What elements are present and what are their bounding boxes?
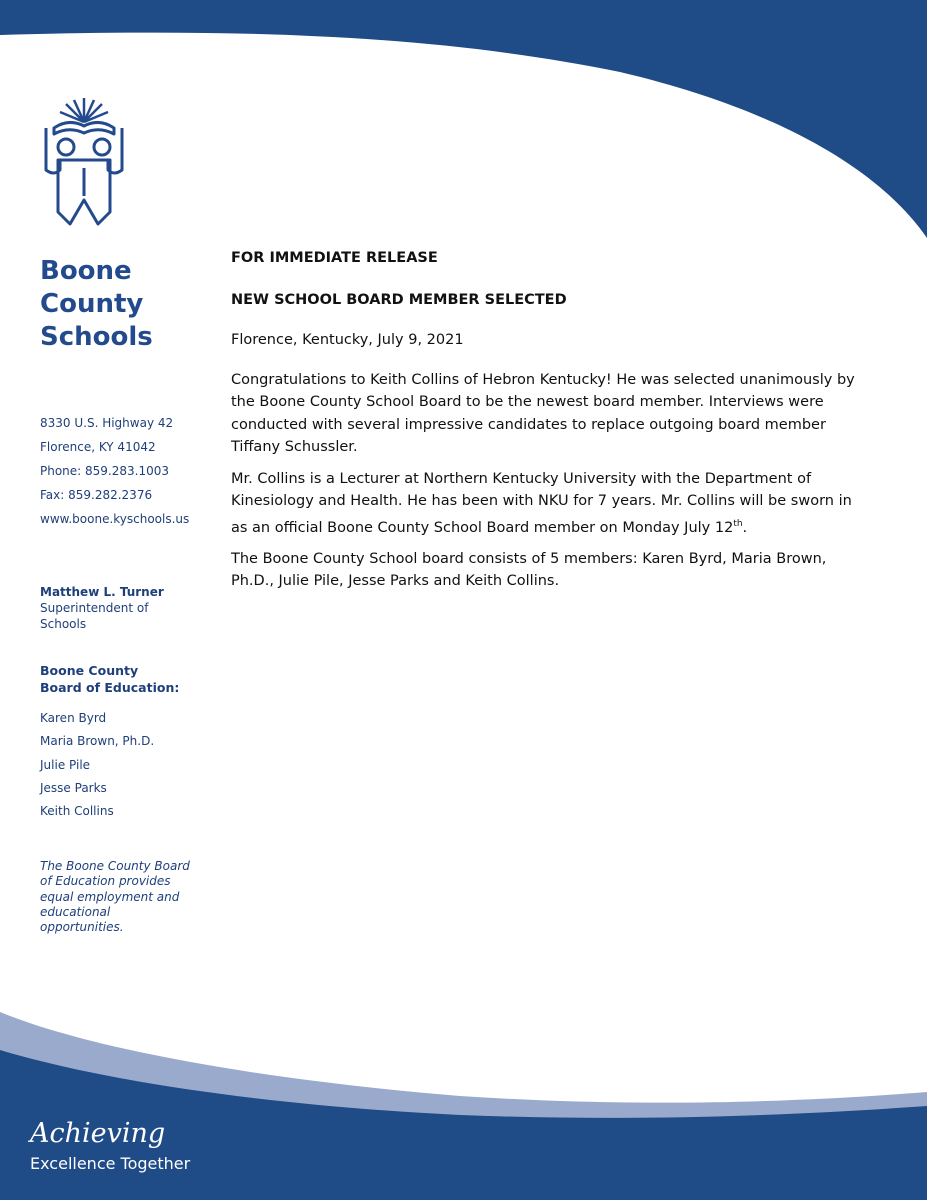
release-label: FOR IMMEDIATE RELEASE: [231, 250, 438, 266]
contact-info: [40, 414, 189, 534]
board-heading-line2: Board of Education:: [40, 680, 180, 695]
release-paragraph-2: [231, 468, 871, 539]
ordinal-suffix: th: [733, 518, 743, 529]
website-link[interactable]: www.boone.kyschools.us: [40, 512, 190, 526]
school-name: [40, 255, 153, 354]
release-paragraph-1: Congratulations to Keith Collins of Hebron Kentucky! He was selected unanimously by the Boone County School Board to be the newest board member. Interviews were conducted with several impressive candidates to replace outgoing board member Tiffany Schussler.: [231, 371, 855, 455]
address-street: 8330 U.S. Highway 42: [40, 416, 174, 430]
superintendent-title-line1: Superintendent of: [40, 601, 149, 615]
board-member-list: [40, 709, 154, 825]
school-logo-icon: [36, 92, 132, 232]
release-paragraph-2-text: Mr. Collins is a Lecturer at Northern Kentucky University with the Department of Kinesiology and Health. He has been with NKU for 7 years. Mr. Collins will be sworn in as an official Boone County School Board member on Monday July 12: [231, 470, 852, 536]
school-name-line2: County: [40, 289, 144, 319]
release-dateline: Florence, Kentucky, July 9, 2021: [231, 332, 464, 348]
superintendent-block: [40, 584, 164, 632]
fax-number: Fax: 859.282.2376: [40, 488, 153, 502]
board-heading-line1: Boone County: [40, 663, 139, 678]
tagline-line2: Excellence Together: [30, 1154, 191, 1173]
release-paragraph-2-end: .: [742, 519, 748, 536]
board-member: Julie Pile: [40, 757, 91, 772]
tagline: [30, 1118, 190, 1175]
release-paragraph-3: The Boone County School board consists of 5 members: Karen Byrd, Maria Brown, Ph.D., Julie Pile, Jesse Parks and Keith Collins.: [231, 550, 827, 590]
board-member: Karen Byrd: [40, 711, 107, 725]
board-member: Maria Brown, Ph.D.: [40, 734, 155, 749]
phone-number: Phone: 859.283.1003: [40, 464, 170, 478]
superintendent-name: Matthew L. Turner: [40, 585, 164, 599]
address-city: Florence, KY 41042: [40, 440, 156, 454]
release-headline: NEW SCHOOL BOARD MEMBER SELECTED: [231, 292, 567, 308]
eeo-statement: The Boone County Board of Education provides equal employment and educational opportunities.: [40, 859, 190, 935]
board-heading: [40, 662, 179, 696]
press-release-body: [231, 248, 871, 593]
header-swoosh: [0, 0, 927, 250]
tagline-line1: Achieving: [30, 1118, 166, 1149]
school-name-line1: Boone: [40, 256, 132, 286]
school-name-line3: Schools: [40, 322, 153, 352]
superintendent-title-line2: Schools: [40, 617, 87, 631]
board-member: Jesse Parks: [40, 780, 107, 795]
board-member: Keith Collins: [40, 804, 114, 819]
